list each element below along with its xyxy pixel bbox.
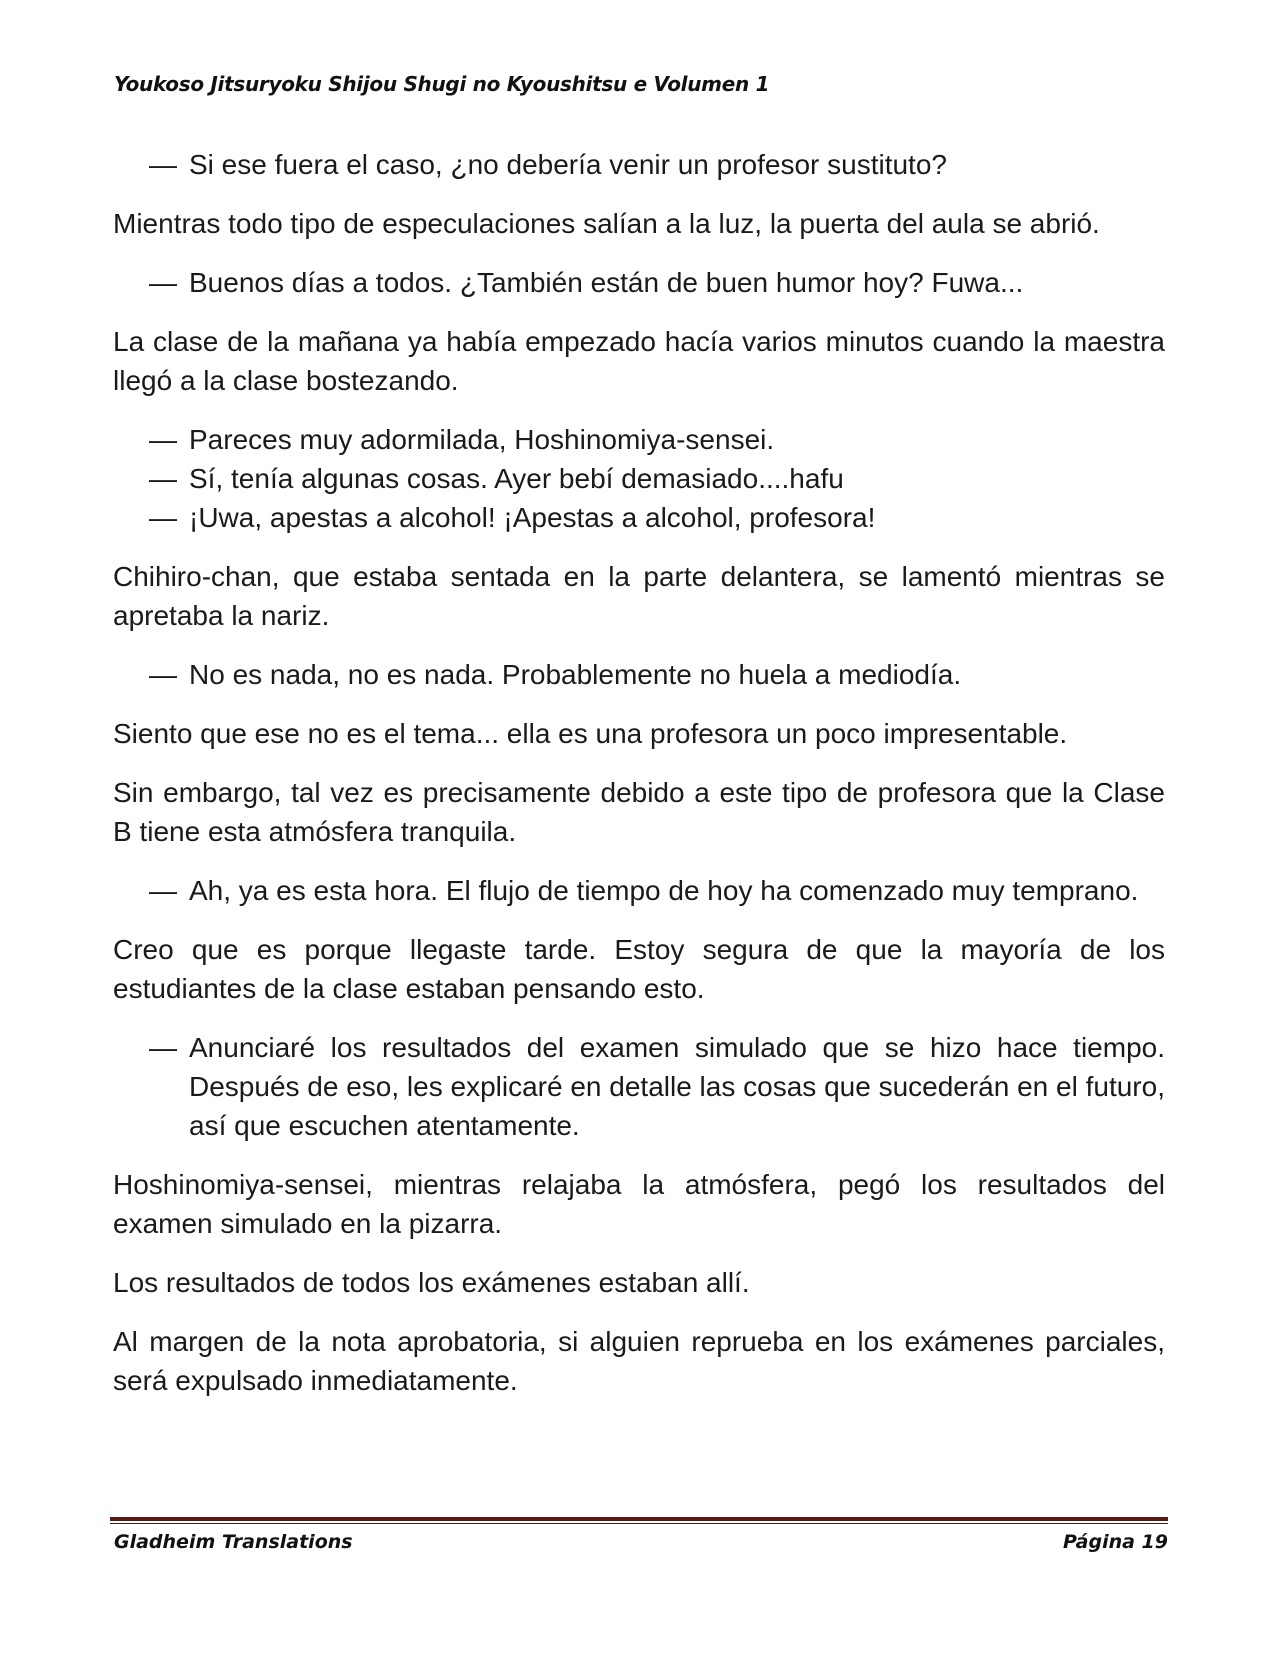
dialog-group [113, 420, 1165, 537]
dialog-line [113, 145, 1165, 184]
dialog-line [113, 655, 1165, 694]
dialog-dash: — [149, 149, 177, 180]
dialog-text: Ah, ya es esta hora. El flujo de tiempo de hoy ha comenzado muy temprano. [189, 875, 1139, 906]
dialog-group [113, 145, 1165, 184]
footer-divider [110, 1517, 1168, 1524]
dialog-line [113, 263, 1165, 302]
dialog-line [113, 459, 1165, 498]
page-number: Página 19 [1062, 1531, 1168, 1553]
paragraph: Chihiro-chan, que estaba sentada en la parte delantera, se lamentó mientras se apretaba la nariz. [113, 561, 1165, 631]
dialog-line [113, 420, 1165, 459]
running-header: Youkoso Jitsuryoku Shijou Shugi no Kyoushitsu e Volumen 1 [114, 72, 770, 96]
paragraph: Siento que ese no es el tema... ella es una profesora un poco impresentable. [113, 718, 1068, 749]
dialog-dash: — [149, 502, 177, 533]
paragraph: Mientras todo tipo de especulaciones salían a la luz, la puerta del aula se abrió. [113, 208, 1100, 239]
page-body [113, 145, 1165, 1420]
dialog-text: Si ese fuera el caso, ¿no debería venir un profesor sustituto? [189, 149, 947, 180]
paragraph: Los resultados de todos los exámenes estaban allí. [113, 1267, 750, 1298]
paragraph: Creo que es porque llegaste tarde. Estoy segura de que la mayoría de los estudiantes de la clase estaban pensando esto. [113, 934, 1165, 1004]
dialog-dash: — [149, 659, 177, 690]
dialog-dash: — [149, 875, 177, 906]
dialog-dash: — [149, 267, 177, 298]
dialog-line [113, 1028, 1165, 1145]
dialog-text: No es nada, no es nada. Probablemente no huela a mediodía. [189, 659, 962, 690]
dialog-group [113, 1028, 1165, 1145]
dialog-text: Sí, tenía algunas cosas. Ayer bebí demasiado....hafu [189, 463, 844, 494]
dialog-dash: — [149, 1032, 177, 1063]
paragraph: Hoshinomiya-sensei, mientras relajaba la atmósfera, pegó los resultados del examen simulado en la pizarra. [113, 1169, 1165, 1239]
dialog-text: Pareces muy adormilada, Hoshinomiya-sensei. [189, 424, 775, 455]
dialog-line [113, 498, 1165, 537]
paragraph: Sin embargo, tal vez es precisamente debido a este tipo de profesora que la Clase B tiene esta atmósfera tranquila. [113, 777, 1165, 847]
footer-credit: Gladheim Translations [114, 1531, 353, 1553]
dialog-group [113, 263, 1165, 302]
dialog-text: ¡Uwa, apestas a alcohol! ¡Apestas a alcohol, profesora! [189, 502, 876, 533]
dialog-dash: — [149, 463, 177, 494]
paragraph: La clase de la mañana ya había empezado hacía varios minutos cuando la maestra llegó a la clase bostezando. [113, 326, 1165, 396]
dialog-line [113, 871, 1165, 910]
dialog-dash: — [149, 424, 177, 455]
dialog-group [113, 871, 1165, 910]
dialog-group [113, 655, 1165, 694]
dialog-text: Buenos días a todos. ¿También están de buen humor hoy? Fuwa... [189, 267, 1024, 298]
dialog-text: Anunciaré los resultados del examen simulado que se hizo hace tiempo. Después de eso, les explicaré en detalle las cosas que sucederán en el futuro, así que escuchen atentamente. [189, 1032, 1165, 1141]
paragraph: Al margen de la nota aprobatoria, si alguien reprueba en los exámenes parciales, será expulsado inmediatamente. [113, 1326, 1165, 1396]
